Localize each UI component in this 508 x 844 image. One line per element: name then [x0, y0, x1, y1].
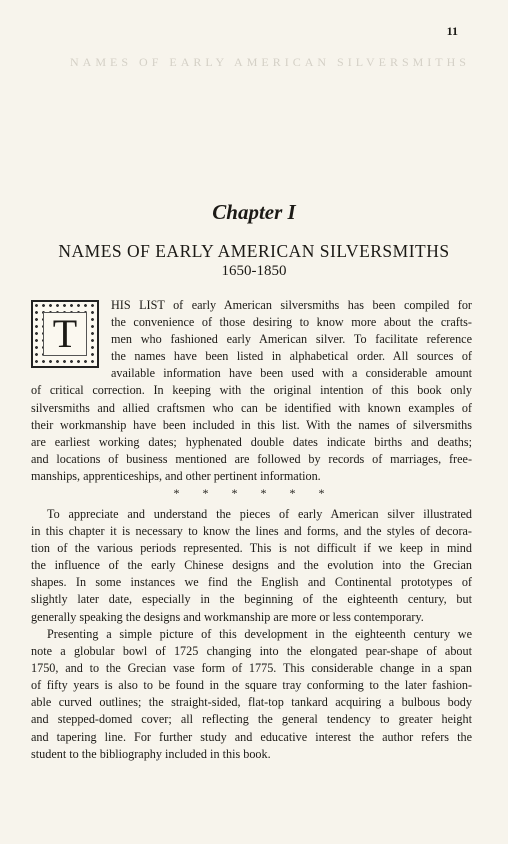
text-line: To appreciate and understand the pieces of early American silver illustrated — [47, 507, 472, 521]
text-line: tion of the various periods represented. This is not difficult if we keep in mind — [31, 541, 472, 556]
paragraph-development — [31, 626, 472, 763]
paragraph-forms — [31, 506, 472, 626]
text-line: and tapering line. For further study and educative interest the author refers the — [31, 729, 472, 744]
page-number: 11 — [446, 24, 458, 38]
date-range: 1650-1850 — [221, 263, 287, 279]
text-line: available information have been used with a considerable amount — [111, 366, 472, 381]
text-line: the influence of the early Chinese designs and the evolution into the Grecian — [31, 558, 472, 573]
text-line: of fifty years is also to be found in the square tray conforming to the later fashion- — [31, 678, 472, 693]
text-line: are earliest working dates; hyphenated double dates indicate births and deaths; — [31, 434, 472, 449]
bleed-through-header: NAMES OF EARLY AMERICAN SILVERSMITHS — [70, 55, 470, 69]
text-line: Presenting a simple picture of this development in the eighteenth century we — [47, 627, 472, 641]
text-line: note a globular bowl of 1725 changing into the elongated pear-shape of about — [31, 644, 472, 659]
text-line: shapes. In some instances we find the English and Continental prototypes of — [31, 575, 472, 590]
text-line: 1750, and to the Grecian vase form of 1775. This considerable change in a span — [31, 661, 472, 676]
section-title: NAMES OF EARLY AMERICAN SILVERSMITHS — [58, 241, 450, 261]
text-line: their workmanship have been included in this list. With the names of silversmiths — [31, 417, 472, 432]
text-line: and stepped-domed cover; all reflecting the general tendency to greater height — [31, 712, 472, 727]
drop-cap-letter: T — [43, 312, 87, 356]
chapter-title: Chapter I — [212, 200, 296, 224]
text-line: silversmiths and allied craftsmen who can be identified with known examples of — [31, 400, 472, 415]
text-line: student to the bibliography included in this book. — [31, 746, 271, 761]
text-line: and locations of business mentioned are followed by records of marriages, free- — [31, 451, 472, 466]
text-line: the names have been listed in alphabetical order. All sources of — [111, 349, 472, 364]
section-separator: * * * * * * — [173, 486, 335, 500]
text-line: HIS LIST of early American silversmiths has been compiled for — [111, 298, 472, 312]
text-line: the convenience of those desiring to know more about the crafts- — [111, 315, 472, 330]
text-line: men who fashioned early American silver. To facilitate reference — [111, 332, 472, 347]
text-line: slightly later date, especially in the beginning of the eighteenth century, but — [31, 592, 472, 607]
text-line: of critical correction. In keeping with the original intention of this book only — [31, 383, 472, 398]
paragraph-intro — [31, 297, 472, 485]
text-line: able curved outlines; the straight-sided, flat-top tankard acquiring a bulbous body — [31, 695, 472, 710]
text-line: generally speaking the designs and workmanship are more or less contemporary. — [31, 609, 424, 624]
text-line: manships, apprenticeships, and other pertinent information. — [31, 468, 321, 483]
text-line: in this chapter it is necessary to know the lines and forms, and the styles of decora- — [31, 524, 472, 539]
